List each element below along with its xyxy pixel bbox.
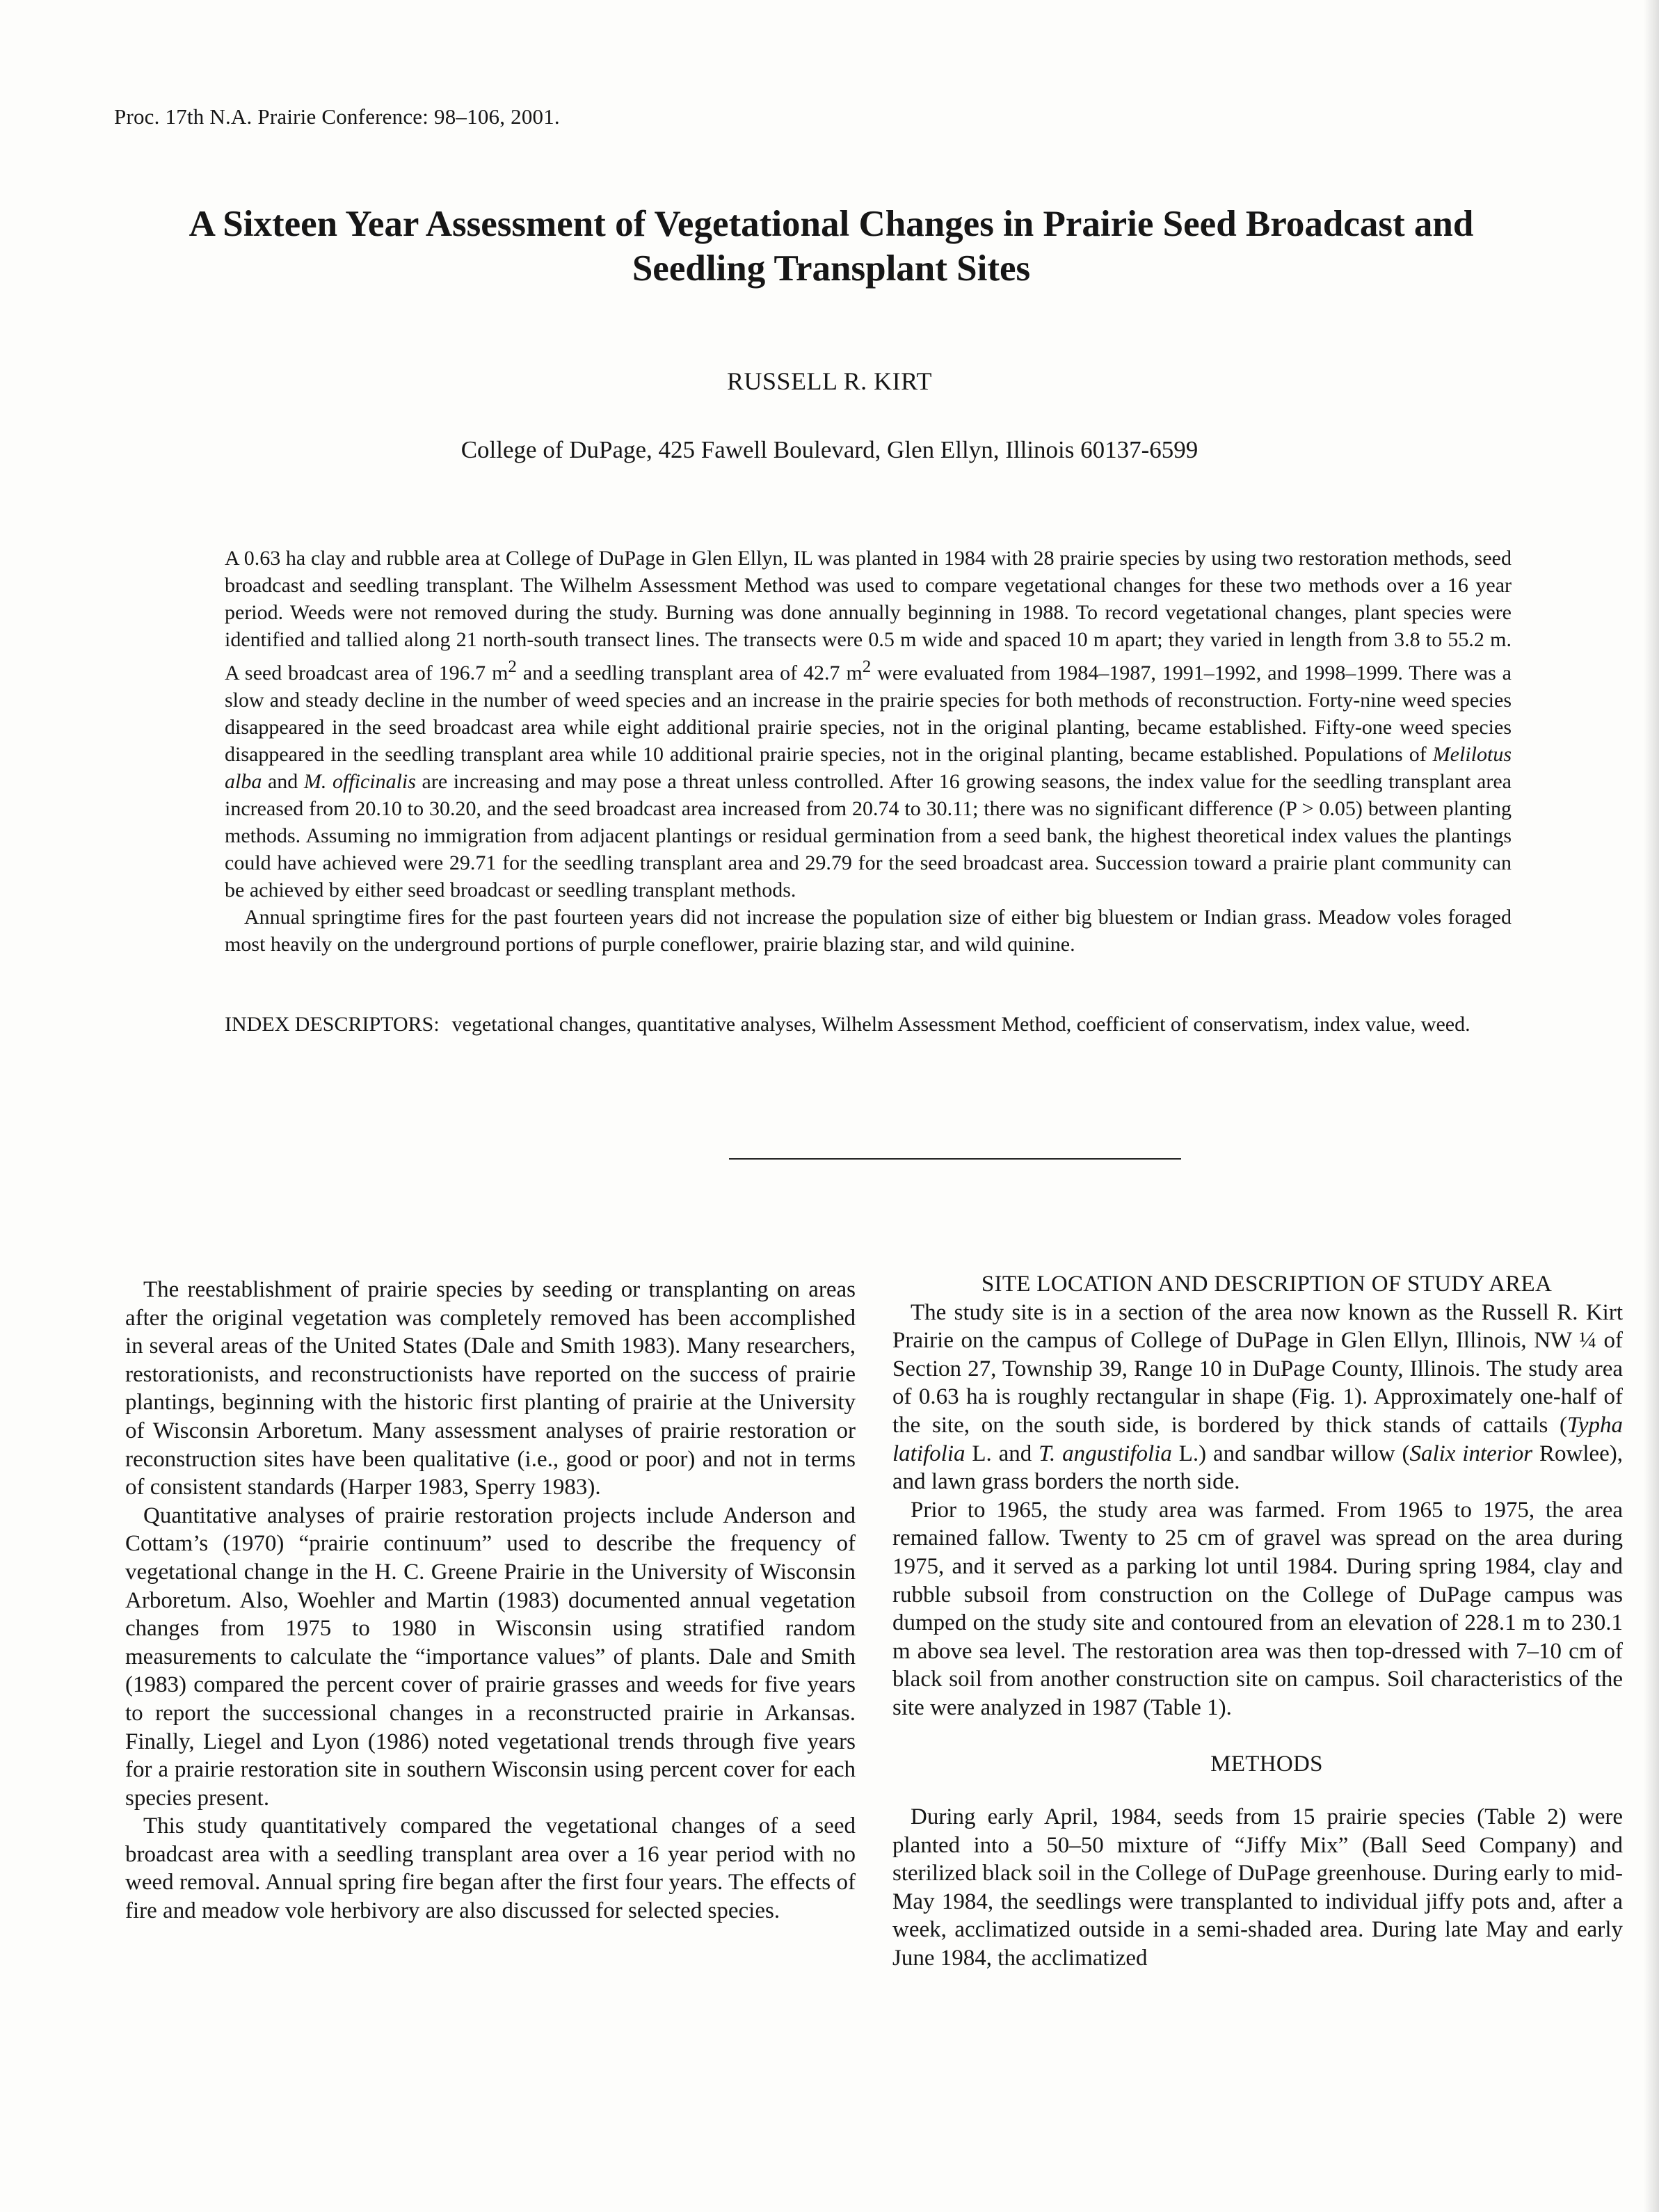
title-line-1: A Sixteen Year Assessment of Vegetational Changes in Prairie Seed Broadcast and	[189, 204, 1474, 244]
index-descriptors-label: INDEX DESCRIPTORS:	[225, 1013, 440, 1036]
site-paragraph-1: The study site is in a section of the area now known as the Russell R. Kirt Prairie on the campus of College of DuPage in Glen Ellyn, Illinois, NW ¼ of Section 27, Township 39, Range 10 in DuPage County, Illinois. The study area of 0.63 ha is roughly rectangular in shape (Fig. 1). Approximately one-half of the site, on the south side, is bordered by thick stands of cattails (Typha latifolia L. and T. angustifolia L.) and sandbar willow (Salix interior Rowlee), and lawn grass borders the north side.	[892, 1299, 1624, 1495]
citation: Proc. 17th N.A. Prairie Conference: 98–106, 2001.	[114, 104, 560, 129]
abstract-paragraph-2: Annual springtime fires for the past fourteen years did not increase the population size of either big bluestem or Indian grass. Meadow voles foraged most heavily on the underground portions of purple coneflower, prairie blazing star, and wild quinine.	[225, 906, 1512, 956]
author: RUSSELL R. KIRT	[726, 367, 933, 395]
methods-paragraph-1: During early April, 1984, seeds from 15 prairie species (Table 2) were planted into a 50–50 mixture of “Jiffy Mix” (Ball Seed Company) and sterilized black soil in the College of DuPage greenhouse. During early to mid-May 1984, the seedlings were transplanted to individual jiffy pots and, after a week, acclimatized outside in a semi-shaded area. During late May and early June 1984, the acclimatized	[892, 1804, 1623, 1971]
left-column	[125, 1276, 856, 1925]
affiliation: College of DuPage, 425 Fawell Boulevard, Glen Ellyn, Illinois 60137-6599	[460, 436, 1199, 463]
site-paragraph-2: Prior to 1965, the study area was farmed. From 1965 to 1975, the area remained fallow. Twenty to 25 cm of gravel was spread on the area during 1975, and it served as a parking lot until 1984. During spring 1984, clay and rubble subsoil from construction on the College of DuPage campus was dumped on the study site and contoured from an elevation of 228.1 m to 230.1 m above sea level. The restoration area was then top-dressed with 7–10 cm of black soil from another construction site on campus. Soil characteristics of the site were analyzed in 1987 (Table 1).	[892, 1497, 1623, 1720]
intro-paragraph-3: This study quantitatively compared the vegetational changes of a seed broadcast area with a seedling transplant area over a 16 year period with no weed removal. Annual spring fire began after the first four years. The effects of fire and meadow vole herbivory are also discussed for selected species.	[125, 1813, 856, 1924]
methods-heading: METHODS	[1210, 1751, 1323, 1777]
intro-paragraph-2: Quantitative analyses of prairie restoration projects include Anderson and Cottam’s (1970) “prairie continuum” used to describe the frequency of vegetational change in the H. C. Greene Prairie in the University of Wisconsin Arboretum. Also, Woehler and Martin (1983) documented annual vegetation changes from 1975 to 1980 in Wisconsin using stratified random measurements to calculate the “importance values” of plants. Dale and Smith (1983) compared the percent cover of prairie grasses and weeds for five years to report the successional changes in a reconstructed prairie in Arkansas. Finally, Liegel and Lyon (1986) noted vegetational trends through five years for a prairie restoration site in southern Wisconsin using percent cover for each species present.	[125, 1502, 856, 1811]
index-descriptors	[225, 1011, 1512, 1038]
abstract-paragraph-1: A 0.63 ha clay and rubble area at College of DuPage in Glen Ellyn, IL was planted in 1984 with 28 prairie species by using two restoration methods, seed broadcast and seedling transplant. The Wilhelm Assessment Method was used to compare vegetational changes for these two methods over a 16 year period. Weeds were not removed during the study. Burning was done annually beginning in 1988. To record vegetational changes, plant species were identified and tallied along 21 north-south transect lines. The transects were 0.5 m wide and spaced 10 m apart; they varied in length from 3.8 to 55.2 m. A seed broadcast area of 196.7 $m^2$ and a seedling transplant area of 42.7 $m^2$ were evaluated from 1984–1987, 1991–1992, and 1998–1999. There was a slow and steady decline in the number of weed species and an increase in the prairie species for both methods of reconstruction. Forty-nine weed species disappeared in the seed broadcast area while eight additional prairie species, not in the original planting, became established. Fifty-one weed species disappeared in the seedling transplant area while 10 additional prairie species, not in the original planting, became established. Populations of Melilotus alba and M. officinalis are increasing and may pose a threat unless controlled. After 16 growing seasons, the index value for the seedling transplant area increased from 20.10 to 30.20, and the seed broadcast area increased from 20.74 to 30.11; there was no significant difference (P > 0.05) between planting methods. Assuming no immigration from adjacent plantings or residual germination from a seed bank, the highest theoretical index values the plantings could have achieved were 29.71 for the seedling transplant area and 29.79 for the seed broadcast area. Succession toward a prairie plant community can be achieved by either seed broadcast or seedling transplant methods.	[225, 547, 1512, 901]
abstract	[225, 545, 1512, 958]
right-column	[892, 1270, 1623, 1973]
title-line-2: Seedling Transplant Sites	[632, 248, 1031, 289]
paper-title	[56, 202, 1607, 291]
site-location-heading: SITE LOCATION AND DESCRIPTION OF STUDY AREA	[981, 1272, 1553, 1297]
page-edge-shadow	[1644, 0, 1659, 2212]
intro-paragraph-1: The reestablishment of prairie species by seeding or transplanting on areas after the original vegetation was completely removed has been accomplished in several areas of the United States (Dale and Smith 1983). Many researchers, restorationists, and reconstructionists have reported on the success of prairie plantings, beginning with the historic first planting of prairie at the University of Wisconsin Arboretum. Many assessment analyses of prairie restoration or reconstruction sites have been qualitative (i.e., good or poor) and not in terms of consistent standards (Harper 1983, Sperry 1983).	[125, 1277, 856, 1500]
section-divider	[729, 1158, 1181, 1160]
index-descriptors-text: vegetational changes, quantitative analyses, Wilhelm Assessment Method, coefficient of conservatism, index value, weed.	[451, 1013, 1470, 1036]
